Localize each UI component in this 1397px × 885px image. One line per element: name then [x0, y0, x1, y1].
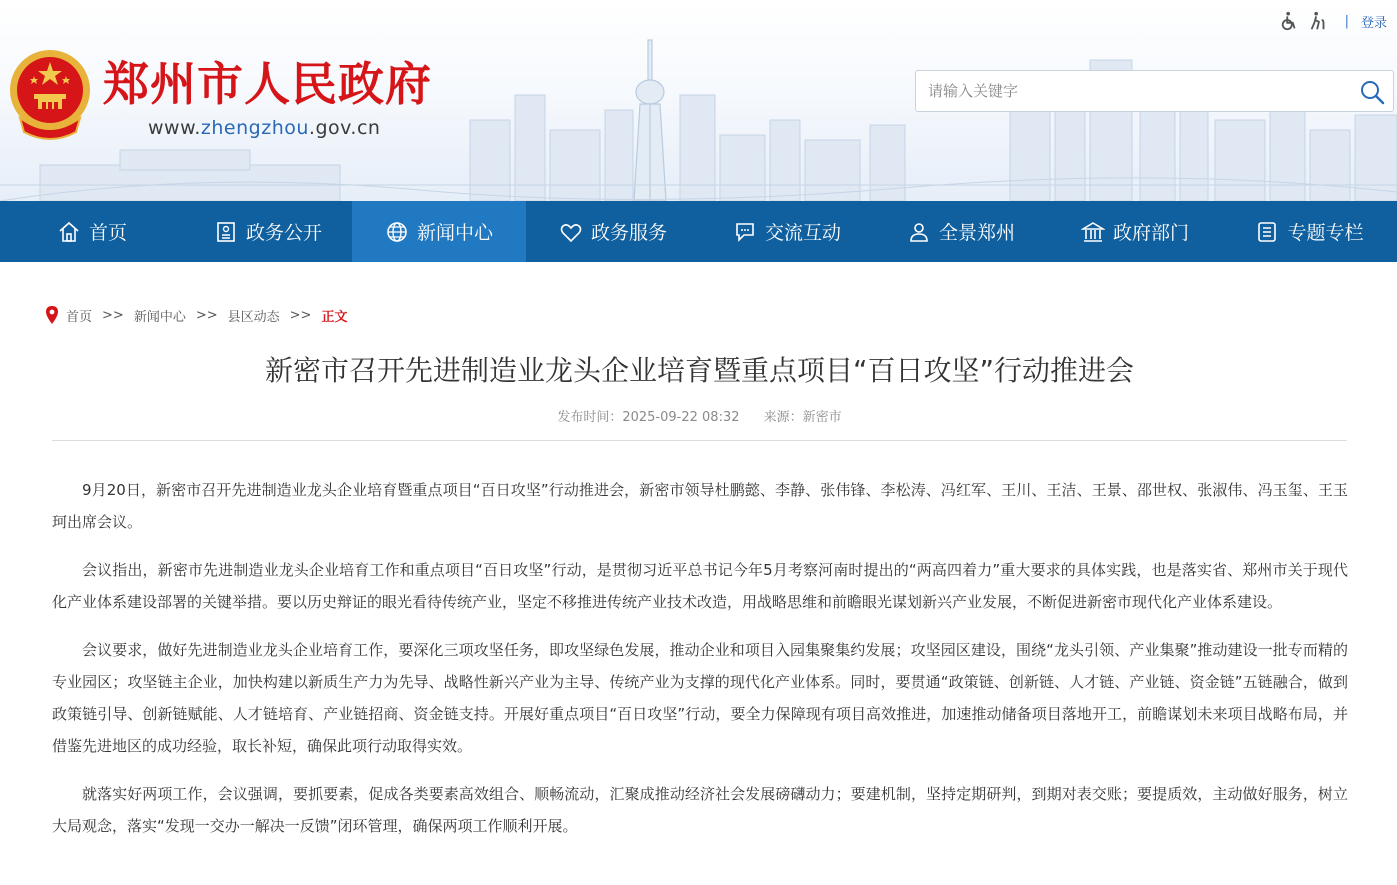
nav-item-label: 全景郑州 [938, 222, 1015, 244]
toolbar-separator: | [1344, 13, 1349, 29]
article-meta [52, 406, 1347, 425]
site-header [0, 0, 1397, 201]
nav-item-label: 新闻中心 [416, 222, 493, 244]
national-emblem-logo [6, 48, 94, 144]
nav-item-special-topics[interactable] [1222, 201, 1397, 262]
nav-item-news[interactable] [352, 201, 526, 262]
nav-item-label: 交流互动 [764, 222, 841, 244]
breadcrumb-news[interactable]: 新闻中心 [133, 309, 186, 325]
location-pin-icon [44, 305, 60, 325]
site-url [148, 117, 380, 139]
search-input[interactable] [928, 71, 1348, 111]
nav-item-services[interactable] [526, 201, 700, 262]
site-name: 郑州市人民政府 [103, 57, 432, 111]
article-title: 新密市召开先进制造业龙头企业培育暨重点项目“百日攻坚”行动推进会 [264, 354, 1134, 387]
site-url-prefix: www. [148, 117, 201, 139]
article-paragraph: 会议指出，新密市先进制造业龙头企业培育工作和重点项目“百日攻坚”行动，是贯彻习近平总书记今年5月考察河南时提出的“两高四着力”重大要求的具体实践，也是落实省、郑州市关于现代化产业体系建设部署的关键举措。要以历史辩证的眼光看待传统产业，坚定不移推进传统产业技术改造，用战略思维和前瞻眼光谋划新兴产业发展，不断促进新密市现代化产业体系建设。 [52, 561, 1348, 611]
login-link[interactable]: 登录 [1360, 15, 1387, 31]
title-divider [52, 440, 1347, 441]
home-icon [57, 220, 81, 244]
breadcrumb-home[interactable]: 首页 [66, 309, 93, 325]
nav-item-label: 政务服务 [590, 222, 667, 244]
site-url-suffix: .gov.cn [308, 117, 381, 139]
article-paragraph: 9月20日，新密市召开先进制造业龙头企业培育暨重点项目“百日攻坚”行动推进会，新密市领导杜鹏懿、李静、张伟锋、李松涛、冯红军、王川、王洁、王景、邵世权、张淑伟、冯玉玺、王玉珂出席会议。 [52, 481, 1348, 531]
nav-item-label: 政务公开 [245, 222, 322, 244]
wheelchair-icon[interactable] [1279, 10, 1301, 32]
search-icon[interactable] [1359, 79, 1385, 105]
breadcrumb-separator: >> [102, 307, 124, 323]
nav-item-panorama[interactable] [874, 201, 1048, 262]
chat-icon [733, 220, 757, 244]
breadcrumb-county-news[interactable]: 县区动态 [227, 309, 280, 325]
article-source: 来源：新密市 [763, 410, 842, 425]
breadcrumb-separator: >> [195, 307, 218, 323]
article-body [52, 474, 1348, 858]
users-icon [907, 220, 931, 244]
nav-item-gov-affairs[interactable] [184, 201, 352, 262]
nav-item-departments[interactable] [1048, 201, 1222, 262]
breadcrumb [44, 305, 347, 325]
globe-icon [385, 220, 409, 244]
elderly-icon[interactable] [1307, 10, 1329, 32]
nav-item-home[interactable] [0, 201, 184, 262]
nav-item-label: 专题专栏 [1287, 222, 1364, 244]
top-toolbar [1279, 10, 1387, 32]
article-paragraph: 就落实好两项工作，会议强调，要抓要素，促成各类要素高效组合、顺畅流动，汇聚成推动经济社会发展磅礴动力；要建机制，坚持定期研判，到期对表交账；要提质效，主动做好服务，树立大局观念，落实“发现一交办一解决一反馈”闭环管理，确保两项工作顺利开展。 [52, 785, 1348, 835]
breadcrumb-current: 正文 [321, 309, 348, 325]
search-box [915, 70, 1394, 112]
breadcrumb-separator: >> [289, 307, 312, 323]
main-nav [0, 201, 1397, 262]
article-paragraph: 会议要求，做好先进制造业龙头企业培育工作，要深化三项攻坚任务，即攻坚绿色发展，推动企业和项目入园集聚集约发展；攻坚园区建设，围绕“龙头引领、产业集聚”推动建设一批专而精的专业园区；攻坚链主企业，加快构建以新质生产力为先导、战略性新兴产业为主导、传统产业为支撑的现代化产业体系。同时，要贯通“政策链、创新链、人才链、产业链、资金链”五链融合，做到政策链引导、创新链赋能、人才链培育、产业链招商、资金链支持。开展好重点项目“百日攻坚”行动，要全力保障现有项目高效推进，加速推动储备项目落地开工，前瞻谋划未来项目战略布局，并借鉴先进地区的成功经验，取长补短，确保此项行动取得实效。 [52, 641, 1348, 755]
nav-item-interaction[interactable] [700, 201, 874, 262]
nav-item-label: 政府部门 [1112, 222, 1189, 244]
site-url-highlight: zhengzhou [200, 117, 309, 139]
id-card-icon [214, 220, 238, 244]
publish-time: 发布时间：2025-09-22 08:32 [557, 410, 740, 425]
heart-icon [559, 220, 583, 244]
nav-item-label: 首页 [88, 222, 127, 244]
building-icon [1081, 220, 1105, 244]
list-icon [1255, 220, 1279, 244]
